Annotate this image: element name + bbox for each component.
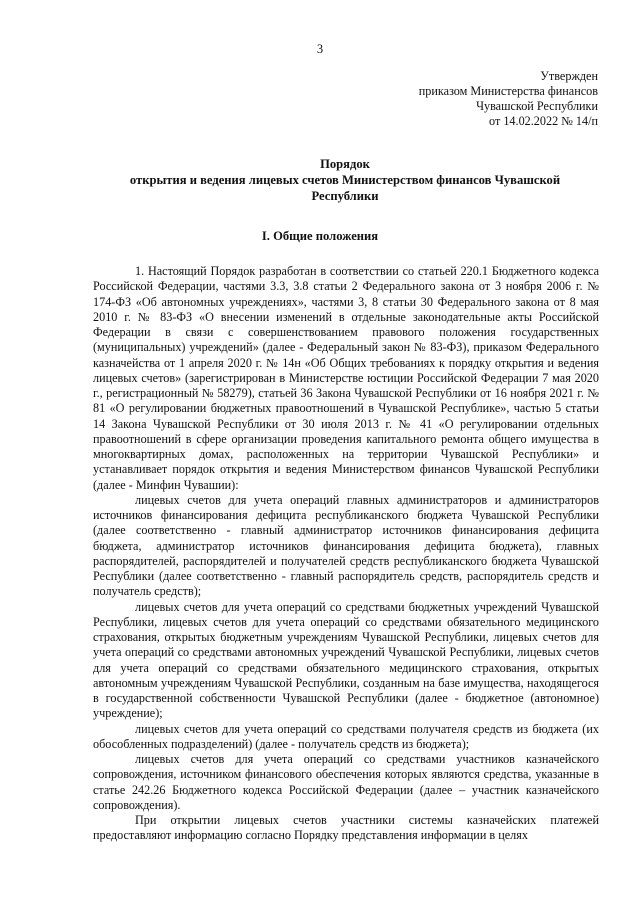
paragraph: 1. Настоящий Порядок разработан в соответствии со статьей 220.1 Бюджетного кодекса Российской Федерации, частями 3.3, 3.8 статьи 2 Федерального закона от 3 ноября 2006 г. № 174-ФЗ «Об автономных учреждениях», частями 3, 8 статьи 30 Федерального закона от 8 мая 2010 г. № 83-ФЗ «О внесении изменений в отдельные законодательные акты Российской Федерации в связи с совершенствованием правового положения государственных (муниципальных) учреждений» (далее - Федеральный закон № 83-ФЗ), приказом Федерального казначейства от 1 апреля 2020 г. № 14н «Об Общих требованиях к порядку открытия и ведения лицевых счетов» (зарегистрирован в Министерстве юстиции Российской Федерации 7 мая 2020 г., регистрационный № 58279), статьей 36 Закона Чувашской Республики от 16 ноября 2021 г. № 81 «О регулировании бюджетных правоотношений в Чувашской Республике», частью 5 статьи 14 Закона Чувашской Республики от 30 июля 2013 г. № 41 «О регулировании отдельных правоотношений в сфере организации проведения капитального ремонта общего имущества в многоквартирных домах, расположенных на территории Чувашской Республики» и устанавливает порядок открытия и ведения Министерством финансов Чувашской Республики (далее - Минфин Чувашии): (93, 264, 599, 492)
approval-line: Утвержден (540, 69, 598, 83)
paragraph: лицевых счетов для учета операций главных администраторов и администраторов источников финансирования дефицита республиканского бюджета Чувашской Республики (далее соответственно - главный администратор источников финансирования дефицита бюджета, администратор источников финансирования дефицита бюджета), главных распорядителей, распорядителей и получателей средств республиканского бюджета Чувашской Республики (далее соответственно - главный распорядитель средств, распорядитель средств и получатель средств); (93, 492, 599, 599)
title-line: Порядок (320, 157, 370, 171)
paragraph: лицевых счетов для учета операций со средствами участников казначейского сопровождения, источником финансового обеспечения которых являются средства, указанные в статье 242.26 Бюджетного кодекса Российской Федерации (далее – участник казначейского сопровождения). (93, 752, 599, 812)
approval-line: от 14.02.2022 № 14/п (489, 114, 598, 128)
approval-stamp (419, 69, 598, 129)
section-heading: I. Общие положения (261, 229, 379, 243)
page-number: 3 (316, 42, 324, 56)
paragraph: лицевых счетов для учета операций со средствами бюджетных учреждений Чувашской Республики, лицевых счетов для учета операций со средствами обязательного медицинского страхования, открытых бюджетным учреждениям Чувашской Республики, лицевых счетов для учета операций со средствами автономных учреждений Чувашской Республики, лицевых счетов для учета операций со средствами обязательного медицинского страхования, открытых автономным учреждениям Чувашской Республики, созданным на базе имущества, находящегося в государственной собственности Чувашской Республики (далее - бюджетное (автономное) учреждение); (93, 599, 599, 721)
title-line: Республики (311, 189, 379, 203)
title-line: открытия и ведения лицевых счетов Министерством финансов Чувашской (129, 173, 561, 187)
paragraph: лицевых счетов для учета операций со средствами получателя средств из бюджета (их обособленных подразделений) (далее - получатель средств из бюджета); (93, 721, 599, 751)
approval-line: приказом Министерства финансов (418, 84, 598, 98)
paragraph: При открытии лицевых счетов участники системы казначейских платежей предоставляют информацию согласно Порядку представления информации в целях (93, 813, 599, 843)
document-title (90, 156, 600, 204)
approval-line: Чувашской Республики (476, 99, 598, 113)
document-body (93, 264, 599, 844)
